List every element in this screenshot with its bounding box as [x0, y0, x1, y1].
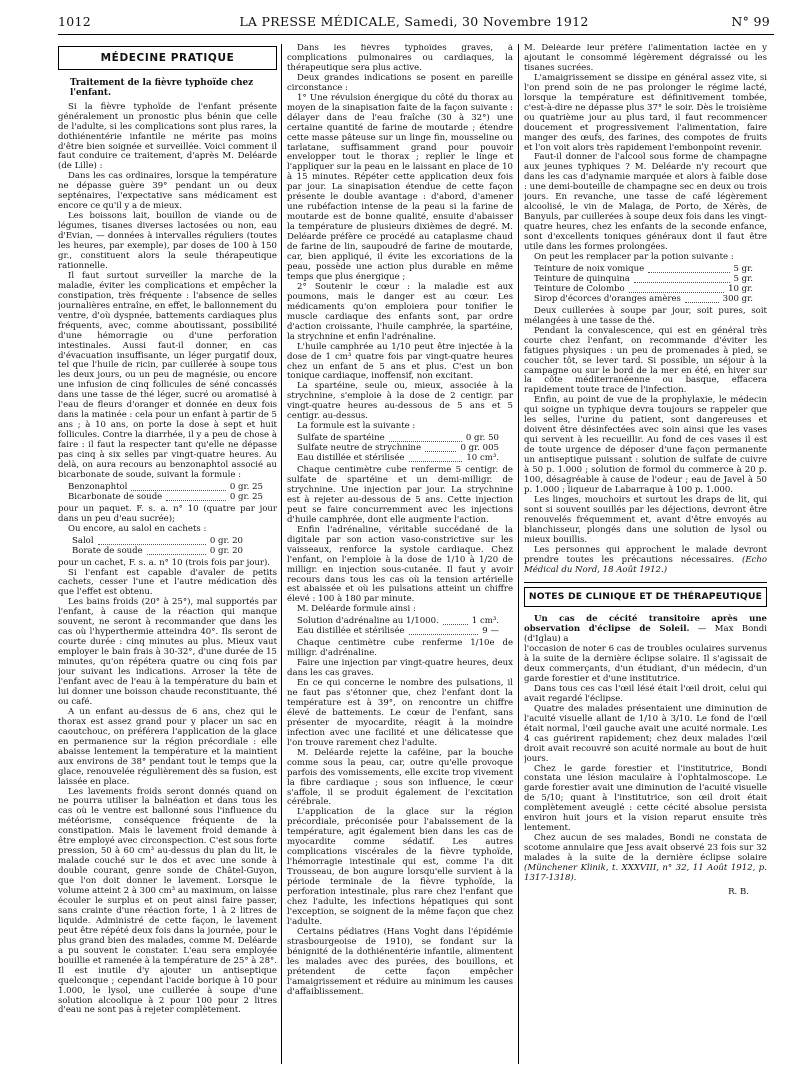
ingredient: Teinture de Colombo [534, 283, 625, 294]
paragraph: Dans les cas ordinaires, lorsque la température ne dépasse guère 39° pendant un ou deux septénaires, l'expectative sans médicament est encore ce qu'il y a de mieux. [58, 171, 277, 212]
ingredient: Eau distillée et stérilisée [297, 453, 405, 464]
paragraph [524, 834, 767, 884]
column-3 [524, 44, 767, 1068]
column-2 [287, 44, 513, 1068]
paragraph: M. Deléarde formule ainsi : [297, 604, 416, 615]
dose: 0 gr. 20 [209, 535, 243, 546]
column-1 [58, 44, 277, 1068]
formula-salol [58, 537, 277, 557]
paragraph: Deux cuillerées à soupe par jour, soit pures, soit mélangées à une tasse de thé. [524, 305, 767, 326]
dose: 5 gr. [733, 263, 753, 274]
formula-line [58, 547, 277, 557]
dose: 5 gr. [733, 273, 753, 284]
paragraph: Ou encore, au salol en cachets : [68, 523, 207, 534]
formula-adrenaline [287, 617, 513, 637]
section-heading: NOTES DE CLINIQUE ET DE THÉRAPEUTIQUE [524, 587, 767, 608]
ingredient: Teinture de quinquina [534, 273, 630, 284]
column-divider [281, 44, 282, 1064]
dose: 0 gr. 005 [460, 443, 499, 454]
formula-benzonaphtol [58, 483, 277, 503]
paragraph: M. Deléarde rejette la caféine, par la bouche comme sous la peau, car, outre qu'elle provoque parfois des vomissements, elle excite trop vivement la fibre cardiaque ; sous son influence, le cœur s'affole, il se produit également de l'excitation cérébrale. [287, 747, 513, 808]
formula-line [287, 627, 513, 637]
paragraph: pour un cachet, F. s. a. n° 10 (trois fois par jour). [58, 557, 271, 568]
formula-line [58, 493, 277, 503]
paragraph: Deux grandes indications se posent en pareille circonstance : [287, 72, 513, 93]
dose: 1 cm³. [471, 616, 499, 627]
paragraph: 2° Soutenir le cœur : la maladie est aux poumons, mais le danger est au cœur. Les médicaments qu'on emploiera pour tonifier le muscle cardiaque des enfants sont, par ordre d'action croissante, l'huile camphrée, la spartéine, la strychnine et enfin l'adrénaline. [287, 281, 513, 342]
paragraph: La formule est la suivante : [297, 421, 416, 432]
ingredient: Sulfate de spartéine [297, 433, 385, 444]
ingredient: Sulfate neutre de strychnine [297, 443, 421, 454]
paragraph: Chez le garde forestier et l'institutrice, Bondi constata une lésion maculaire à l'ophtalmoscope. Le garde forestier avait une diminution de l'acuité visuelle de 5/10; quant à l'institutrice, son œil droit était complètement aveuglé : cette cécité absolue persista environ huit jours et la vision reparut ensuite très lentement. [524, 763, 767, 834]
paragraph: Les boissons lait, bouillon de viande ou de légumes, tisanes diverses lactosées ou non, eau d'Evian, — données à intervalles réguliers (toutes les heures, par exemple), par doses de 100 à 150 gr., constituent alors la seule thérapeutique rationnelle. [58, 211, 277, 271]
journal-title: LA PRESSE MÉDICALE, Samedi, 30 Novembre 1912 [239, 14, 589, 29]
dose: 300 gr. [722, 293, 753, 304]
section-rule [524, 582, 767, 583]
paragraph: L'huile camphrée au 1/10 peut être injectée à la dose de 1 cm³ quatre fois par vingt-quatre heures chez un enfant de 5 ans et plus. C'est un bon tonique cardiaque, inoffensif, non excitant. [287, 341, 513, 382]
note-title: Un cas de cécité transitoire après une observation d'éclipse de Soleil. [524, 614, 767, 635]
ingredient: Solution d'adrénaline au 1/1000. [297, 616, 439, 627]
paragraph: On peut les remplacer par la potion suivante : [534, 252, 734, 263]
header-rule [58, 34, 774, 35]
paragraph: Chaque centimètre cube renferme 5 centigr. de sulfate de spartéine et un demi-milligr. de strychnine. Une injection par jour. La strychnine est à rejeter au-dessous de 5 ans. Cette injection peut se faire concurremment avec les injections d'huile camphrée, dont elle augmente l'action. [287, 465, 513, 525]
paragraph: Quatre des malades présentaient une diminution de l'acuité visuelle allant de 1/10 à 3/10. Le fond de l'œil était normal, l'œil gauche avait une acuité normale. Les 4 cas guérirent rapidement; chez deux malades l'œil droit avait recouvré son acuité normale au bout de huit jours. [524, 703, 767, 764]
dose: 0 gr. 50 [465, 433, 499, 444]
paragraph: Faire une injection par vingt-quatre heures, deux dans les cas graves. [287, 658, 513, 679]
column-divider [518, 44, 519, 1064]
ingredient: Borate de soude [72, 545, 143, 556]
paragraph: Enfin, au point de vue de la prophylaxie, le médecin qui soigne un typhique devra toujours se rappeler que les selles, l'urine du patient, sont dangereuses et doivent être désinfectées avec soin ainsi que les vases qui servent à les recueillir. Au fond de ces vases il est de toute urgence de déposer d'une façon permanente un antiseptique puissant : solution de sulfate de cuivre à 50 p. 1.000 ; solution de formol du commerce à 20 p. 100, désagréable à cause de l'odeur ; eau de Javel à 50 p. 1.000 ; liqueur de Labarraque à 100 p. 1.000. [524, 395, 767, 495]
paragraph: Enfin l'adrénaline, véritable succédané de la digitale par son action vaso-constrictive sur les vaisseaux, renforce la systole cardiaque. Chez l'enfant, on l'emploie à la dose de 1/10 à 1/20 de milligr. en injection sous-cutanée. Il faut y avoir recours dans tous les cas où la tension artérielle est abaissée et où les pulsations atteint un chiffre élevé : 100 à 180 par minute. [287, 524, 513, 605]
paragraph: Faut-il donner de l'alcool sous forme de champagne aux jeunes typhiques ? M. Deléarde n'y recourt que dans les cas d'adynamie marquée et alors à faible dose : une demi-bouteille de champagne sec en deux ou trois jours. En revanche, une tasse de café légèrement alcoolisé, le vin de Malaga, de Porto, de Xérès, de Banyuls, par cuillerées à soupe deux fois dans les vingt-quatre heures, chez les enfants de la seconde enfance, sont d'excellents toniques généraux dont il faut être utile dans les formes prolongées. [524, 152, 767, 253]
section-heading: MÉDECINE PRATIQUE [58, 46, 277, 70]
paragraph: En ce qui concerne le nombre des pulsations, il ne faut pas s'étonner que, chez l'enfant dont la température est à 39°, on rencontre un chiffre élevé de battements. Le cœur de l'enfant, sans présenter de myocardite, réagit à la moindre infection avec une facilité et une délicatesse que l'on trouve rarement chez l'adulte. [287, 678, 513, 748]
note-author: — Max Bondi (d'Iglau) a [524, 624, 767, 645]
paragraph: A un enfant au-dessus de 6 ans, chez qui le thorax est assez grand pour y placer un sac en caoutchouc, on préférera l'application de la glace en permanence sur la région précordiale : elle abaisse lentement la température et la maintient aux environs de 38° pendant tout le temps que la glace, renouvelée régulièrement dès sa fusion, est laissée en place. [58, 706, 277, 787]
dose: 10 cm³. [466, 453, 499, 464]
formula-line [524, 295, 767, 305]
paragraph [524, 615, 767, 645]
ingredient: Teinture de noix vomique [534, 263, 645, 274]
paragraph-text: Chez aucun de ses malades, Bondi ne constata de scotome annulaire que Jess avait observé 23 fois sur 32 malades à la suite de la dernière éclipse solaire [524, 833, 767, 864]
page-header [58, 14, 770, 34]
paragraph: La spartéine, seule ou, mieux, associée à la strychnine, s'emploie à la dose de 2 centigr. par vingt-quatre heures au-dessous de 5 ans et 5 centigr. au-dessus. [287, 381, 513, 422]
ingredient: Salol [72, 535, 94, 546]
paragraph: pour un paquet. F. s. a. n° 10 (quatre par jour dans un peu d'eau sucrée); [58, 503, 277, 524]
formula-potion [524, 265, 767, 305]
article-title: Traitement de la fièvre typhoïde chez l'enfant. [70, 78, 254, 99]
ingredient: Benzonaphtol [68, 481, 128, 492]
paragraph: Les lavements froids seront donnés quand on ne pourra utiliser la balnéation et dans tous les cas où le ventre est ballonné sous l'influence du météorisme, conséquence fréquente de la constipation. Mais le lavement froid demande à être employé avec circonspection. C'est sous forte pression, 50 à 60 cm³ au-dessus du plan du lit, le malade couché sur le dos et avec une sonde à double courant, genre sonde de Châtel-Guyon, que l'on doit donner le lavement. Lorsque le volume atteint 2 à 300 cm³ au maximum, on laisse écouler le surplus et on peut ainsi faire passer, sans crainte d'une réaction forte, 1 à 2 litres de liquide. Administré de cette façon, le lavement peut être répété deux fois dans la journée, pour le plus grand bien des malades, comme M. Deléarde a pu souvent le constater. L'eau sera employée bouillie et ramenée à la température de 25° à 28°. Il est inutile d'y ajouter un antiseptique quelconque ; cependant l'acide borique à 10 pour 1.000, le lysol, une cuillerée à soupe d'une solution alcoolique à 2 pour 100 pour 2 litres d'eau ne sont pas à rejeter complètement. [58, 786, 277, 1016]
paragraph-text: Les personnes qui approchent le malade devront prendre toutes les précautions nécessaires. [524, 544, 767, 565]
paragraph: l'occasion de noter 6 cas de troubles oculaires survenus à la suite de la dernière éclipse solaire. Il s'agissait de deux commerçants, d'un étudiant, d'un médecin, d'un garde forestier et d'une institutrice. [524, 644, 767, 684]
issue-number: N° 99 [731, 14, 770, 29]
dose: 10 gr. [728, 283, 753, 294]
paragraph: Si l'enfant est capable d'avaler de petits cachets, cesser l'une et l'autre médication dès que l'effet est obtenu. [58, 567, 277, 598]
paragraph: Pendant la convalescence, qui est en général très courte chez l'enfant, on recommande d'éviter les fatigues physiques : un peu de promenades à pied, se coucher tôt, se lever tard. Si possible, un séjour à la campagne ou sur le bord de la mer en été, en hiver sur la côte méditerranéenne ou basque, effacera rapidement toute trace de l'infection. [524, 325, 767, 396]
paragraph [524, 546, 767, 576]
paragraph: M. Deléarde leur préfère l'alimentation lactée en y ajoutant le consommé légèrement dégraissé ou les tisanes sucrées. [524, 44, 767, 73]
paragraph: Certains pédiatres (Hans Voght dans l'épidémie strasbourgeoise de 1910), se fondant sur la bénignité de la dothiénentérie infantile, alimentent les malades avec des purées, des bouillons, et prétendent de cette façon empêcher l'amaigrissement et réduire au minimum les causes d'affaiblissement. [287, 926, 513, 997]
ingredient: Eau distillée et stérilisée [297, 626, 405, 637]
source-citation: (Echo Médical du Nord, 18 Août 1912.) [524, 554, 767, 575]
paragraph: Les linges, mouchoirs et surtout les draps de lit, qui sont si souvent souillés par les déjections, devront être renouvelés fréquemment et, avant d'être envoyés au blanchisseur, plongés dans une solution de lysol ou mieux bouillis. [524, 494, 767, 545]
ingredient: Bicarbonate de soude [68, 491, 163, 502]
source-citation: (Münchener Klinik, t. XXXVIII, n° 32, 11 Août 1912, p. 1317-1318). [524, 863, 767, 884]
author-signature: R. B. [728, 886, 749, 897]
paragraph: Si la fièvre typhoïde de l'enfant présente généralement un pronostic plus bénin que celle de l'adulte, si les complications sont plus rares, la dothiénentérie infantile ne mérite pas moins d'être bien soignée et surveillée. Voici comment il faut conduire ce traitement, d'après M. Deléarde (de Lille) : [58, 101, 277, 172]
ingredient: Sirop d'écorces d'oranges amères [534, 293, 681, 304]
page-number: 1012 [58, 14, 92, 29]
paragraph: L'application de la glace sur la région précordiale, préconisée pour l'abaissement de la température, agit également bien dans les cas de myocardite comme sédatif. Les autres complications viscérales de la fièvre typhoïde, l'hémorragie intestinale qui est, comme l'a dit Trousseau, de bon augure lorsqu'elle survient à la période terminale de la fièvre typhoïde, la perforation intestinale, plus rare chez l'enfant que chez l'adulte, les infections hépatiques qui sont l'exception, se soignent de la même façon que chez l'adulte. [287, 807, 513, 927]
paragraph: Chaque centimètre cube renferme 1/10e de milligr. d'adrénaline. [287, 638, 513, 659]
paragraph: L'amaigrissement se dissipe en général assez vite, si l'on prend soin de ne pas prolonger le régime lacté, lorsque la température est définitivement tombée, c'est-à-dire ne dépasse plus 37° le soir. Dès le troisième ou quatrième jour au plus tard, il faut recommencer doucement et progressivement l'alimentation, faire manger des œufs, des farines, des compotes de fruits et l'on voit alors très rapidement l'embonpoint revenir. [524, 72, 767, 153]
formula-sparteine [287, 434, 513, 464]
dose: 0 gr. 20 [209, 545, 243, 556]
dose: 9 — [482, 626, 499, 637]
paragraph: Les bains froids (20° à 25°), mal supportés par l'enfant, à cause de la réaction qui manque souvent, ne seront à recommander que dans les cas où l'hyperthermie atteindra 40°. Ils seront de courte durée : cinq minutes au plus. Mieux vaut employer le bain frais à 30-32°, d'une durée de 15 minutes, qu'on répétera quatre ou cinq fois par jour suivant les indications. Arroser la tête de l'enfant avec de l'eau à la température du bain et lui donner une boisson chaude reconstituante, thé ou café. [58, 597, 277, 707]
paragraph: 1° Une révulsion énergique du côté du thorax au moyen de la sinapisation faite de la façon suivante : délayer dans de l'eau fraîche (30 à 32°) une certaine quantité de farine de moutarde ; étendre cette masse pâteuse sur un linge fin, mousseline ou tarlatane, suffisamment grand pour pouvoir envelopper tout le thorax ; replier le linge et l'appliquer sur la peau en le laissant en place de 10 à 15 minutes. Répéter cette application deux fois par jour. La sinapisation étendue de cette façon présente le double avantage : d'abord, d'amener une rubéfaction intense de la peau si la farine de moutarde est de bonne qualité, ensuite d'abaisser la température de plusieurs dixièmes de degré. M. Deléarde préfère ce procédé au cataplasme chaud de farine de lin, saupoudré de farine de moutarde, car, bien appliqué, il évite les excoriations de la peau, possède une action plus durable en même temps que plus énergique ; [287, 92, 513, 282]
paragraph: Dans les fièvres typhoïdes graves, à complications pulmonaires ou cardiaques, la thérapeutique sera plus active. [287, 44, 513, 73]
formula-line [287, 454, 513, 464]
dose: 0 gr. 25 [229, 481, 263, 492]
paragraph: Dans tous ces cas l'œil lésé était l'œil droit, celui qui avait regardé l'éclipse. [524, 683, 767, 704]
dose: 0 gr. 25 [229, 491, 263, 502]
paragraph: Il faut surtout surveiller la marche de la maladie, éviter les complications et empêcher la constipation, très fréquente : l'absence de selles journalières entraîne, en effet, le ballonnement du ventre, d'où dyspnée, battements cardiaques plus fréquents, avec, comme aboutissant, possibilité d'une hémorragie ou d'une perforation intestinales. Aussi faut-il donner, en cas d'évacuation insuffisante, un léger purgatif doux, tel que l'huile de ricin, par cuillerée à soupe tous les deux jours, ou un peu de magnésie, ou encore une infusion de cinq follicules de séné concassés dans une tasse de thé léger, sucré ou aromatisé à l'eau de fleurs d'oranger et donnée en deux fois dans la matinée : cela pour un enfant à partir de 5 ans ; à 10 ans, on porte la dose à sept et huit follicules. Contre la diarrhée, il y a peu de chose à faire : il faut la respecter tant qu'elle ne dépasse pas cinq à six selles par vingt-quatre heures. Au delà, on aura recours au benzonaphtol associé au bicarbonate de soude, suivant la formule : [58, 270, 277, 480]
